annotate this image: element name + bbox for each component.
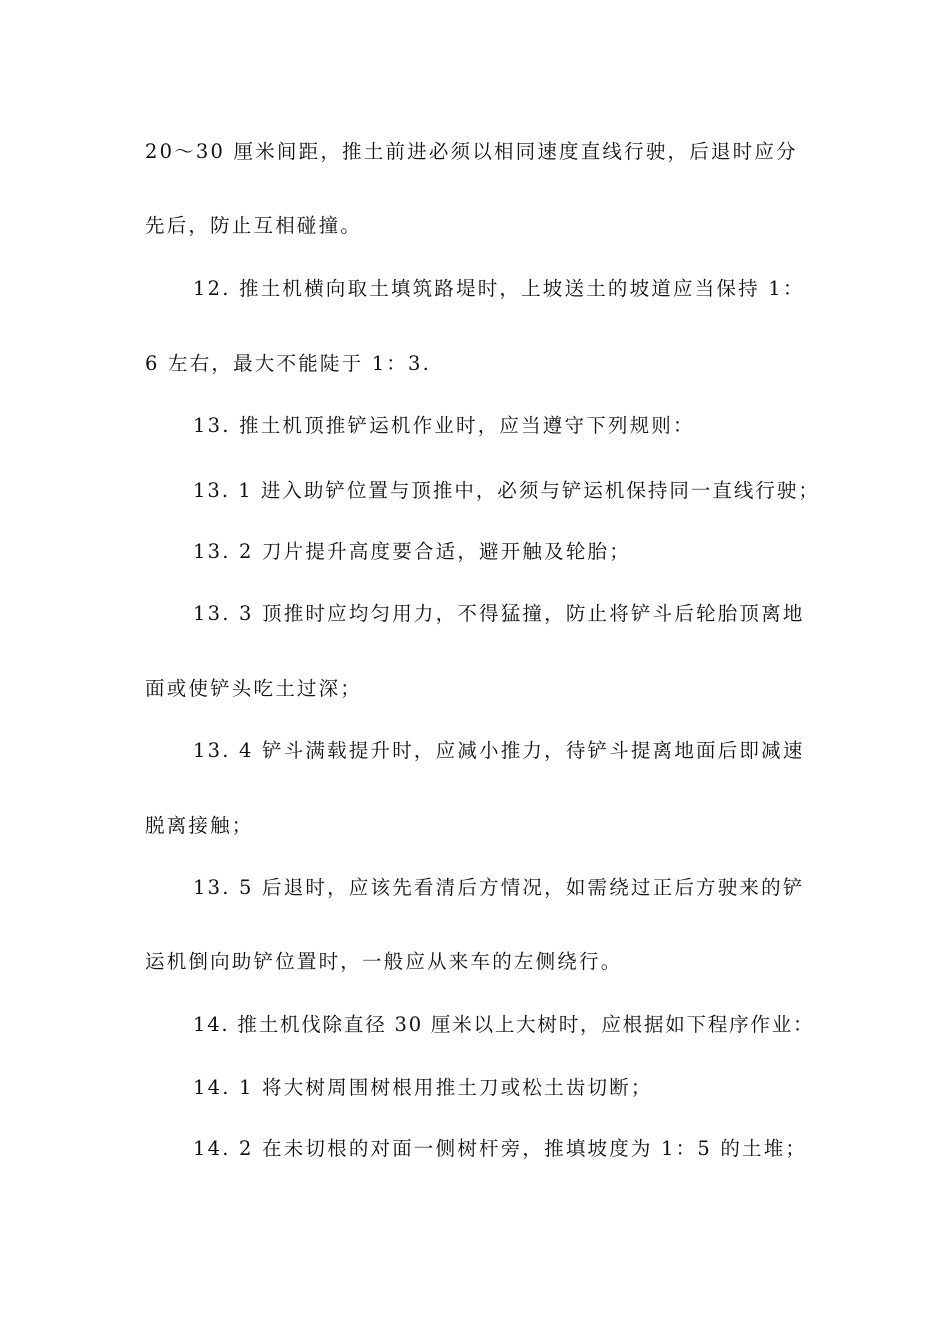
- paragraph-14: 14. 推土机伐除直径 30 厘米以上大树时，应根据如下程序作业：: [193, 1013, 815, 1036]
- text-line: 脱离接触；: [145, 814, 254, 837]
- paragraph-14-1: 14. 1 将大树周围树根用推土刀或松土齿切断；: [193, 1076, 653, 1099]
- paragraph-12: 12. 推土机横向取土填筑路堤时，上坡送土的坡道应当保持 1：: [193, 277, 805, 300]
- text-line: 面或使铲头吃土过深；: [145, 677, 363, 700]
- paragraph-13: 13. 推土机顶推铲运机作业时，应当遵守下列规则：: [193, 414, 695, 437]
- text-line: 运机倒向助铲位置时，一般应从来车的左侧绕行。: [145, 950, 623, 973]
- paragraph-13-1: 13. 1 进入助铲位置与顶推中，必须与铲运机保持同一直线行驶；: [193, 479, 820, 502]
- paragraph-14-2: 14. 2 在未切根的对面一侧树杆旁，推填坡度为 1：5 的土堆；: [193, 1137, 808, 1160]
- text-line: 20～30 厘米间距，推土前进必须以相同速度直线行驶，后退时应分: [145, 140, 798, 163]
- text-line: 6 左右，最大不能陡于 1：3.: [145, 352, 432, 375]
- paragraph-13-2: 13. 2 刀片提升高度要合适，避开触及轮胎；: [193, 540, 631, 563]
- text-line: 先后，防止互相碰撞。: [145, 214, 363, 237]
- paragraph-13-3: 13. 3 顶推时应均匀用力，不得猛撞，防止将铲斗后轮胎顶离地: [193, 602, 805, 625]
- paragraph-13-4: 13. 4 铲斗满载提升时，应减小推力，待铲斗提离地面后即减速: [193, 739, 805, 762]
- paragraph-13-5: 13. 5 后退时，应该先看清后方情况，如需绕过正后方驶来的铲: [193, 876, 805, 899]
